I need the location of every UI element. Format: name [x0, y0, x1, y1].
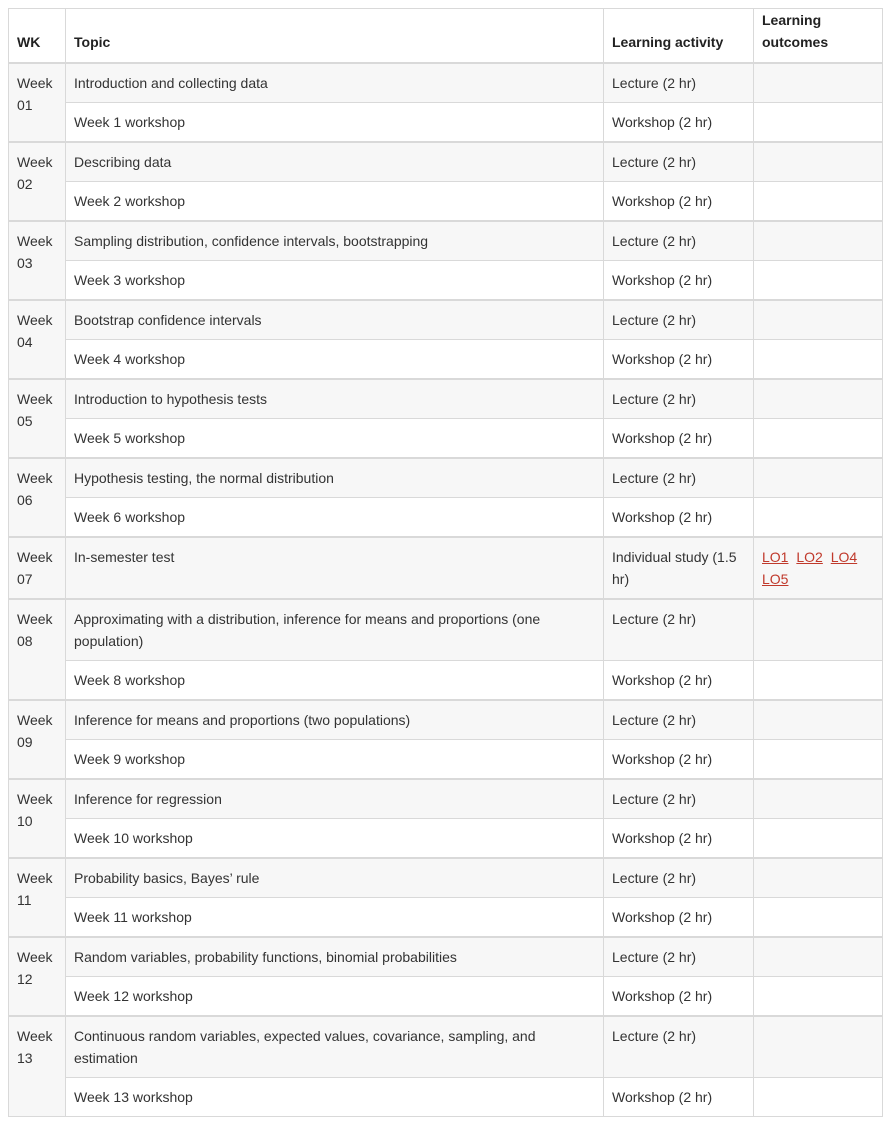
table-row — [9, 977, 883, 1017]
activity-cell: Lecture (2 hr) — [604, 937, 754, 977]
activity-cell: Workshop (2 hr) — [604, 898, 754, 938]
header-activity: Learning activity — [604, 9, 754, 64]
week-label: Week 01 — [9, 63, 66, 142]
table-row — [9, 661, 883, 701]
topic-cell: Sampling distribution, confidence intervals, bootstrapping — [66, 221, 604, 261]
activity-cell: Workshop (2 hr) — [604, 103, 754, 143]
table-row — [9, 261, 883, 301]
outcomes-cell — [754, 700, 883, 740]
table-row — [9, 1078, 883, 1117]
activity-cell: Workshop (2 hr) — [604, 819, 754, 859]
activity-cell: Lecture (2 hr) — [604, 63, 754, 103]
table-row — [9, 1016, 883, 1078]
table-row — [9, 63, 883, 103]
activity-cell: Workshop (2 hr) — [604, 498, 754, 538]
table-row — [9, 898, 883, 938]
week-label: Week 04 — [9, 300, 66, 379]
week-label: Week 07 — [9, 537, 66, 599]
topic-cell: Week 5 workshop — [66, 419, 604, 459]
week-label: Week 10 — [9, 779, 66, 858]
table-row — [9, 419, 883, 459]
table-body — [9, 63, 883, 1117]
table-row — [9, 700, 883, 740]
activity-cell: Lecture (2 hr) — [604, 858, 754, 898]
table-row — [9, 182, 883, 222]
outcomes-cell — [754, 898, 883, 938]
activity-cell: Lecture (2 hr) — [604, 700, 754, 740]
topic-cell: Hypothesis testing, the normal distribution — [66, 458, 604, 498]
header-outcomes: Learning outcomes — [754, 9, 883, 64]
learning-outcome-link-lo5[interactable]: LO5 — [762, 571, 789, 587]
table-row — [9, 103, 883, 143]
topic-cell: Week 13 workshop — [66, 1078, 604, 1117]
topic-cell: Week 6 workshop — [66, 498, 604, 538]
week-label: Week 02 — [9, 142, 66, 221]
topic-cell: Week 1 workshop — [66, 103, 604, 143]
outcomes-cell — [754, 261, 883, 301]
outcomes-cell — [754, 1078, 883, 1117]
table-row — [9, 379, 883, 419]
week-label: Week 05 — [9, 379, 66, 458]
table-row — [9, 498, 883, 538]
week-label: Week 08 — [9, 599, 66, 700]
schedule-table — [8, 8, 883, 1117]
topic-cell: Probability basics, Bayes’ rule — [66, 858, 604, 898]
header-wk: WK — [9, 9, 66, 64]
week-label: Week 13 — [9, 1016, 66, 1117]
topic-cell: Approximating with a distribution, inference for means and proportions (one population) — [66, 599, 604, 661]
week-label: Week 12 — [9, 937, 66, 1016]
activity-cell: Workshop (2 hr) — [604, 740, 754, 780]
outcomes-cell — [754, 661, 883, 701]
outcomes-cell — [754, 740, 883, 780]
topic-cell: Week 9 workshop — [66, 740, 604, 780]
outcomes-cell — [754, 221, 883, 261]
topic-cell: In-semester test — [66, 537, 604, 599]
activity-cell: Lecture (2 hr) — [604, 779, 754, 819]
outcomes-cell — [754, 340, 883, 380]
week-label: Week 06 — [9, 458, 66, 537]
activity-cell: Lecture (2 hr) — [604, 1016, 754, 1078]
table-row — [9, 537, 883, 599]
week-label: Week 03 — [9, 221, 66, 300]
table-row — [9, 599, 883, 661]
outcomes-cell — [754, 819, 883, 859]
activity-cell: Workshop (2 hr) — [604, 261, 754, 301]
table-row — [9, 779, 883, 819]
learning-outcome-link-lo4[interactable]: LO4 — [830, 549, 858, 565]
table-header — [9, 9, 883, 64]
table-row — [9, 458, 883, 498]
outcomes-cell — [754, 419, 883, 459]
header-topic: Topic — [66, 9, 604, 64]
topic-cell: Week 8 workshop — [66, 661, 604, 701]
activity-cell: Individual study (1.5 hr) — [604, 537, 754, 599]
topic-cell: Bootstrap confidence intervals — [66, 300, 604, 340]
topic-cell: Inference for means and proportions (two populations) — [66, 700, 604, 740]
outcomes-cell — [754, 779, 883, 819]
outcomes-cell — [754, 458, 883, 498]
topic-cell: Week 12 workshop — [66, 977, 604, 1017]
outcomes-cell — [754, 537, 883, 599]
outcomes-cell — [754, 498, 883, 538]
activity-cell: Workshop (2 hr) — [604, 977, 754, 1017]
activity-cell: Lecture (2 hr) — [604, 221, 754, 261]
week-label: Week 11 — [9, 858, 66, 937]
learning-outcome-link-lo1[interactable]: LO1 — [762, 549, 789, 565]
topic-cell: Introduction to hypothesis tests — [66, 379, 604, 419]
header-row — [9, 9, 883, 64]
table-row — [9, 937, 883, 977]
outcomes-cell — [754, 182, 883, 222]
outcomes-cell — [754, 379, 883, 419]
activity-cell: Lecture (2 hr) — [604, 300, 754, 340]
outcomes-cell — [754, 599, 883, 661]
activity-cell: Lecture (2 hr) — [604, 458, 754, 498]
table-row — [9, 740, 883, 780]
topic-cell: Week 10 workshop — [66, 819, 604, 859]
topic-cell: Week 3 workshop — [66, 261, 604, 301]
activity-cell: Lecture (2 hr) — [604, 599, 754, 661]
activity-cell: Workshop (2 hr) — [604, 182, 754, 222]
activity-cell: Workshop (2 hr) — [604, 1078, 754, 1117]
topic-cell: Week 11 workshop — [66, 898, 604, 938]
outcomes-cell — [754, 300, 883, 340]
outcomes-cell — [754, 977, 883, 1017]
activity-cell: Workshop (2 hr) — [604, 340, 754, 380]
outcomes-cell — [754, 937, 883, 977]
outcomes-cell — [754, 103, 883, 143]
outcomes-cell — [754, 858, 883, 898]
topic-cell: Random variables, probability functions, binomial probabilities — [66, 937, 604, 977]
activity-cell: Workshop (2 hr) — [604, 661, 754, 701]
table-row — [9, 340, 883, 380]
week-label: Week 09 — [9, 700, 66, 779]
outcomes-cell — [754, 63, 883, 103]
topic-cell: Week 2 workshop — [66, 182, 604, 222]
outcomes-cell — [754, 1016, 883, 1078]
learning-outcome-link-lo2[interactable]: LO2 — [796, 549, 823, 565]
outcomes-cell — [754, 142, 883, 182]
activity-cell: Workshop (2 hr) — [604, 419, 754, 459]
topic-cell: Inference for regression — [66, 779, 604, 819]
table-row — [9, 300, 883, 340]
table-row — [9, 142, 883, 182]
topic-cell: Continuous random variables, expected values, covariance, sampling, and estimation — [66, 1016, 604, 1078]
topic-cell: Describing data — [66, 142, 604, 182]
table-row — [9, 221, 883, 261]
topic-cell: Introduction and collecting data — [66, 63, 604, 103]
table-row — [9, 858, 883, 898]
table-row — [9, 819, 883, 859]
activity-cell: Lecture (2 hr) — [604, 379, 754, 419]
activity-cell: Lecture (2 hr) — [604, 142, 754, 182]
topic-cell: Week 4 workshop — [66, 340, 604, 380]
